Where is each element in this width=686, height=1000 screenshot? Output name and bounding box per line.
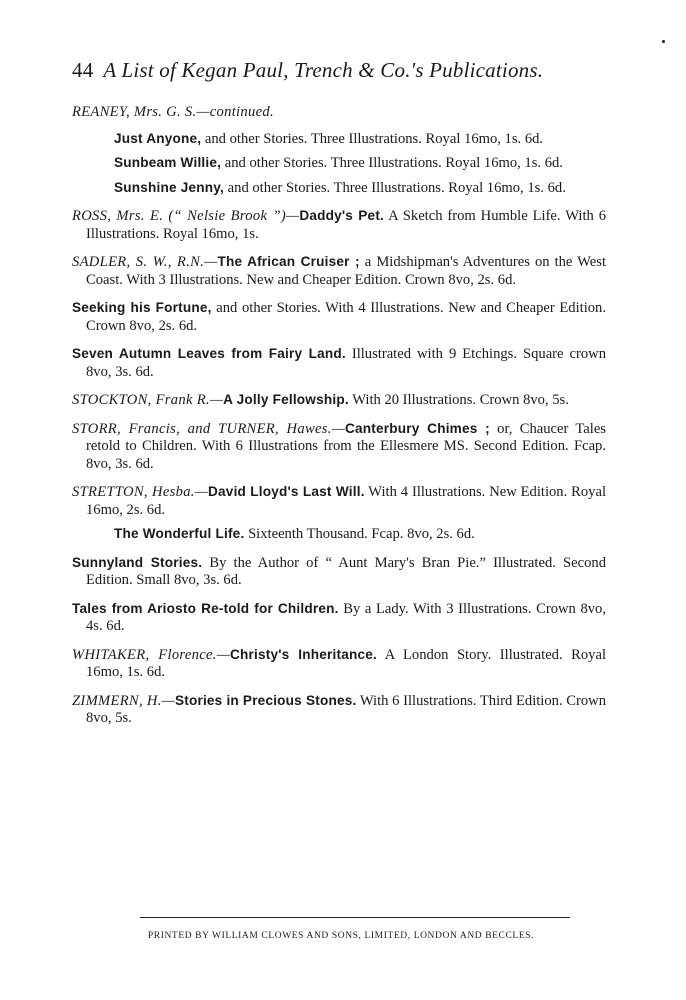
entry-details: By the Author of “ Aunt Mary's Bran Pie.” Illustrated. Second Edition. Small 8vo, 3s. 6d. — [86, 554, 606, 588]
entry-details: Illustrated with 9 Etchings. Square crown 8vo, 3s. 6d. — [86, 346, 606, 380]
entry-details: With 6 Illustrations. Third Edition. Crown 8vo, 5s. — [86, 692, 607, 726]
header-title: A List of Kegan Paul, Trench & Co.'s Publications. — [103, 58, 544, 82]
entry-title: David Lloyd's Last Will. — [208, 484, 365, 499]
entry-title: The African Cruiser ; — [217, 254, 360, 269]
entry-details: a Midshipman's Adventures on the West Coast. With 3 Illustrations. New and Cheaper Edition. Crown 8vo, 2s. 6d. — [86, 254, 606, 288]
running-header — [72, 58, 602, 83]
list-item — [72, 253, 606, 289]
continued-heading: REANEY, Mrs. G. S.—continued. — [72, 104, 274, 120]
list-item — [72, 483, 606, 519]
entry-title: The Wonderful Life. — [114, 526, 245, 541]
entry-author: ROSS, Mrs. E. (“ Nelsie Brook ”)— — [72, 208, 300, 224]
page-number: 44 — [72, 58, 94, 82]
entry-title: Seeking his Fortune, — [72, 300, 212, 315]
print-speck — [662, 40, 665, 43]
entry-title: Just Anyone, — [114, 130, 202, 146]
entry-details: A Sketch from Humble Life. With 6 Illustrations. Royal 16mo, 1s. — [86, 208, 607, 242]
publication-list — [72, 104, 606, 738]
entry-title: Stories in Precious Stones. — [174, 692, 357, 708]
entry-author: SADLER, S. W., R.N.— — [72, 254, 218, 270]
entry-details: With 4 Illustrations. New Edition. Royal 16mo, 2s. 6d. — [86, 484, 606, 518]
entry-title: Sunnyland Stories. — [72, 554, 203, 570]
entry-details: By a Lady. With 3 Illustrations. Crown 8vo, 4s. 6d. — [86, 600, 606, 634]
entry-author: WHITAKER, Florence.— — [72, 646, 231, 663]
entry-author: STRETTON, Hesba.— — [72, 484, 209, 500]
list-item — [72, 299, 606, 335]
entry-details: and other Stories. With 4 Illustrations. New and Cheaper Edition. Crown 8vo, 2s. 6d. — [86, 300, 606, 334]
entry-details: or, Chaucer Tales retold to Children. With 6 Illustrations from the Ellesmere MS. Second Edition. Fcap. 8vo, 3s. 6d. — [86, 420, 606, 472]
list-item — [114, 154, 606, 173]
entry-title: Sunshine Jenny, — [114, 179, 225, 195]
entry-title: Daddy's Pet. — [299, 208, 385, 223]
entry-title: Sunbeam Willie, — [114, 155, 222, 170]
list-item — [114, 525, 606, 544]
entry-title: A Jolly Fellowship. — [223, 392, 349, 407]
entry-author: STORR, Francis, and TURNER, Hawes.— — [72, 420, 346, 437]
printer-imprint: PRINTED BY WILLIAM CLOWES AND SONS, LIMITED, LONDON AND BECCLES. — [147, 931, 535, 941]
list-item — [72, 554, 606, 590]
entry-details: and other Stories. Three Illustrations. Royal 16mo, 1s. 6d. — [221, 155, 563, 171]
entry-title: Christy's Inheritance. — [230, 646, 378, 662]
entry-details: and other Stories. Three Illustrations. Royal 16mo, 1s. 6d. — [224, 179, 566, 196]
entry-title: Tales from Ariosto Re-told for Children. — [72, 600, 339, 616]
list-item — [72, 420, 606, 474]
list-item — [72, 207, 606, 243]
list-item — [72, 391, 606, 410]
entry-details: A London Story. Illustrated. Royal 16mo, 1s. 6d. — [86, 646, 607, 680]
footer-divider — [140, 917, 570, 918]
list-item — [114, 130, 606, 149]
entry-author: ZIMMERN, H.— — [72, 692, 175, 709]
list-item — [72, 345, 606, 381]
list-item — [72, 646, 606, 682]
entry-author: STOCKTON, Frank R.— — [72, 392, 224, 408]
list-item — [72, 600, 606, 636]
entry-details: With 20 Illustrations. Crown 8vo, 5s. — [348, 392, 569, 408]
entry-title: Canterbury Chimes ; — [345, 420, 490, 436]
entry-title: Seven Autumn Leaves from Fairy Land. — [72, 346, 346, 361]
list-item — [114, 179, 606, 198]
entry-details: and other Stories. Three Illustrations. Royal 16mo, 1s. 6d. — [201, 130, 544, 147]
list-item — [72, 692, 606, 728]
entry-details: Sixteenth Thousand. Fcap. 8vo, 2s. 6d. — [244, 526, 475, 542]
